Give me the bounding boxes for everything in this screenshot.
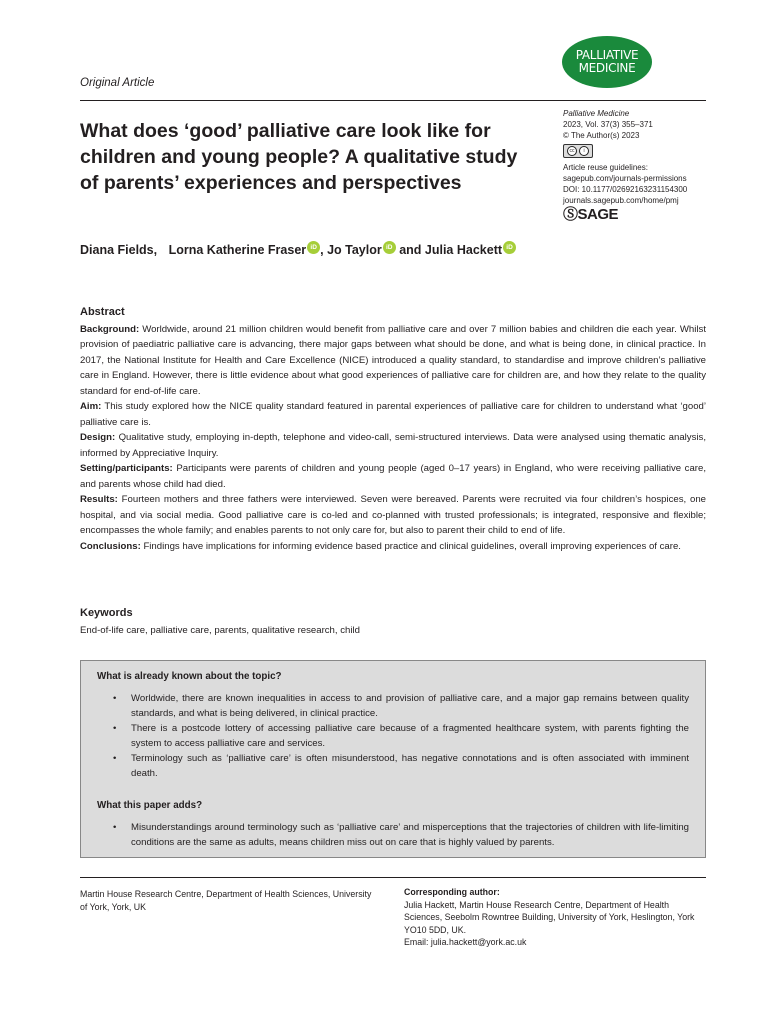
corresponding-address: Julia Hackett, Martin House Research Centre, Department of Health Sciences, Seebolm Rowntree Building, University of York, Heslington, York YO10 5DD, UK. (404, 899, 695, 935)
list-item: • There is a postcode lottery of accessing palliative care because of a fragmented healthcare system, with parents fighting the system to access palliative care and services. (97, 722, 689, 751)
citation: 2023, Vol. 37(3) 355–371 (563, 120, 653, 129)
abstract-background: Background: Worldwide, around 21 million children would benefit from palliative care and over 7 million babies and children die each year. Whilst provision of paediatric palliative care is advancing, there major gaps between what should be done, and what is being done, in clinical practice. In 2017, the National Institute for Health and Care Excellence (NICE) introduced a quality standard, to standardise and improve children’s palliative care in England. However, there is little evidence about what good experiences of palliative care for children are, and how they relate to the quality standard for end-of-life care. (80, 323, 706, 397)
logo-line-1: PALLIATIVE (575, 48, 639, 62)
abstract-design: Design: Qualitative study, employing in-depth, telephone and video-call, semi-structured interviews. Data were analysed using thematic analysis, informed by Appreciative Inquiry. (80, 432, 706, 459)
abstract (80, 305, 706, 554)
adds-heading: What this paper adds? (97, 800, 203, 811)
doi[interactable]: DOI: 10.1177/02692163231154300 (563, 185, 688, 194)
known-heading: What is already known about the topic? (97, 671, 282, 682)
sage-icon: Ⓢ (563, 206, 578, 223)
journal-meta (563, 108, 723, 206)
author-name: and Julia Hackett (395, 243, 503, 257)
orcid-icon[interactable]: iD (383, 241, 396, 254)
keywords-heading: Keywords (80, 607, 133, 619)
reuse-label: Article reuse guidelines: (563, 163, 648, 172)
abstract-aim: Aim: This study explored how the NICE quality standard featured in parental experiences of palliative care for children to understand what ‘good’ palliative care is. (80, 401, 707, 428)
orcid-icon[interactable]: iD (503, 241, 516, 254)
journal-logo (562, 36, 652, 88)
list-item: • Terminology such as ‘palliative care’ is often misunderstood, has negative connotations and is often associated with imminent death. (97, 752, 689, 781)
list-item: • Worldwide, there are known inequalities in access to and provision of palliative care, and a major gap remains between quality standards, and what is being delivered, in clinical practice. (97, 692, 689, 721)
keywords-list: End-of-life care, palliative care, parents, qualitative research, child (80, 625, 360, 636)
journal-name: Palliative Medicine (563, 109, 630, 118)
corresponding-email[interactable]: Email: julia.hackett@york.ac.uk (404, 937, 527, 947)
footer-rule (80, 877, 706, 878)
author-name: Diana Fields, (80, 243, 158, 257)
cc-icon: cc (567, 146, 577, 156)
list-item: • Misunderstandings around terminology such as ‘palliative care’ and misperceptions that the trajectories of children with life-limiting conditions are the same as adults, means children miss out on care that is highly valued by parents. (97, 821, 689, 850)
author-name: Lorna Katherine Fraser (168, 243, 307, 257)
attribution-icon: i (579, 146, 589, 156)
orcid-icon[interactable]: iD (307, 241, 320, 254)
abstract-setting: Setting/participants: Participants were parents of children and young people (aged 0–17 years) in England, who were receiving palliative care, and parents whose child had died. (80, 463, 707, 490)
logo-line-2: MEDICINE (578, 61, 636, 75)
adds-list (97, 821, 689, 851)
publisher-logo: ⓈSAGE (563, 206, 619, 223)
copyright: © The Author(s) 2023 (563, 131, 640, 140)
affiliation: Martin House Research Centre, Department of Health Sciences, University of York, York, UK (80, 889, 372, 912)
key-points-box (80, 660, 706, 858)
header-rule (80, 100, 706, 101)
article-type: Original Article (80, 77, 155, 89)
reuse-link[interactable]: sagepub.com/journals-permissions (563, 174, 687, 183)
author-name: , Jo Taylor (320, 243, 382, 257)
author-list (80, 241, 516, 257)
abstract-conclusions: Conclusions: Findings have implications for informing evidence based practice and clinical guidelines, overall improving experiences of care. (80, 540, 681, 552)
corresponding-heading: Corresponding author: (404, 887, 500, 897)
article-title: What does ‘good’ palliative care look like for children and young people? A qualitative study of parents’ experiences and perspectives (80, 120, 518, 194)
known-list (97, 692, 689, 782)
keywords (80, 606, 706, 638)
creative-commons-icon (563, 144, 593, 158)
journal-home-link[interactable]: journals.sagepub.com/home/pmj (563, 196, 679, 205)
abstract-heading: Abstract (80, 306, 125, 318)
abstract-results: Results: Fourteen mothers and three fathers were interviewed. Seven were bereaved. Parents were recruited via four children’s hospices, one hospital, and via social media. Good palliative care is co-led and co-planned with trusted professionals; is integrated, responsive and flexible; encompasses the whole family; and enables parents to not only care for, but also to parent their child to end of life. (80, 494, 707, 536)
corresponding-author (404, 886, 706, 949)
